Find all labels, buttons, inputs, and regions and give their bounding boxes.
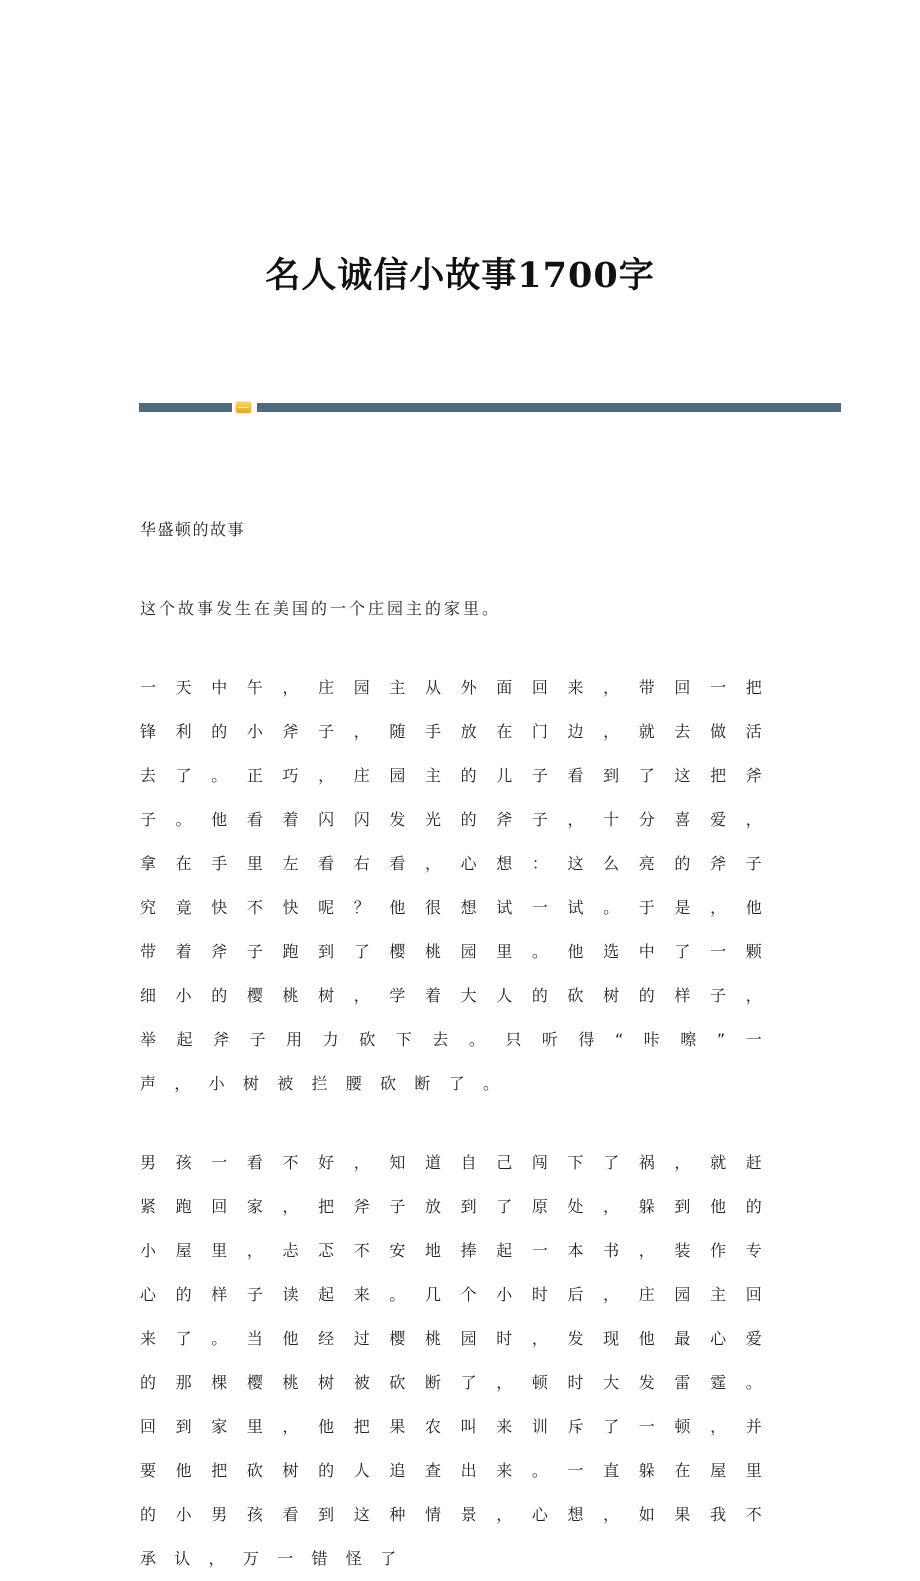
divider-bar-right (257, 403, 841, 412)
paragraph: 这个故事发生在美国的一个庄园主的家里。 (140, 599, 502, 618)
page-title: 名人诚信小故事1700字 (265, 255, 655, 297)
document-body (140, 508, 780, 1581)
title-divider (139, 403, 841, 412)
document-ornament-icon (236, 402, 251, 413)
paragraph: 男孩一看不好，知道自己闯下了祸，就赶紧跑回家，把斧子放到了原处，躲到他的小屋里，忐忑不安地捧起一本书，装作专心的样子读起来。几个小时后，庄园主回来了。当他经过樱桃园时，发现他最心爱的那棵樱桃树被砍断了，顿时大发雷霆。回到家里，他把果农叫来训斥了一顿，并要他把砍树的人追查出来。一直躲在屋里的小男孩看到这种情景，心想，如果我不承认，万一错怪了 (140, 1153, 780, 1568)
paragraph: 一天中午，庄园主从外面回来，带回一把锋利的小斧子，随手放在门边，就去做活去了。正巧，庄园主的儿子看到了这把斧子。他看着闪闪发光的斧子，十分喜爱，拿在手里左看右看，心想：这么亮的斧子究竟快不快呢？他很想试一试。于是，他带着斧子跑到了樱桃园里。他选中了一颗细小的樱桃树，学着大人的砍树的样子，举起斧子用力砍下去。只听得“咔嚓”一声，小树被拦腰砍断了。 (140, 678, 780, 1093)
section-heading: 华盛顿的故事 (140, 520, 246, 539)
divider-bar-left (139, 403, 232, 412)
